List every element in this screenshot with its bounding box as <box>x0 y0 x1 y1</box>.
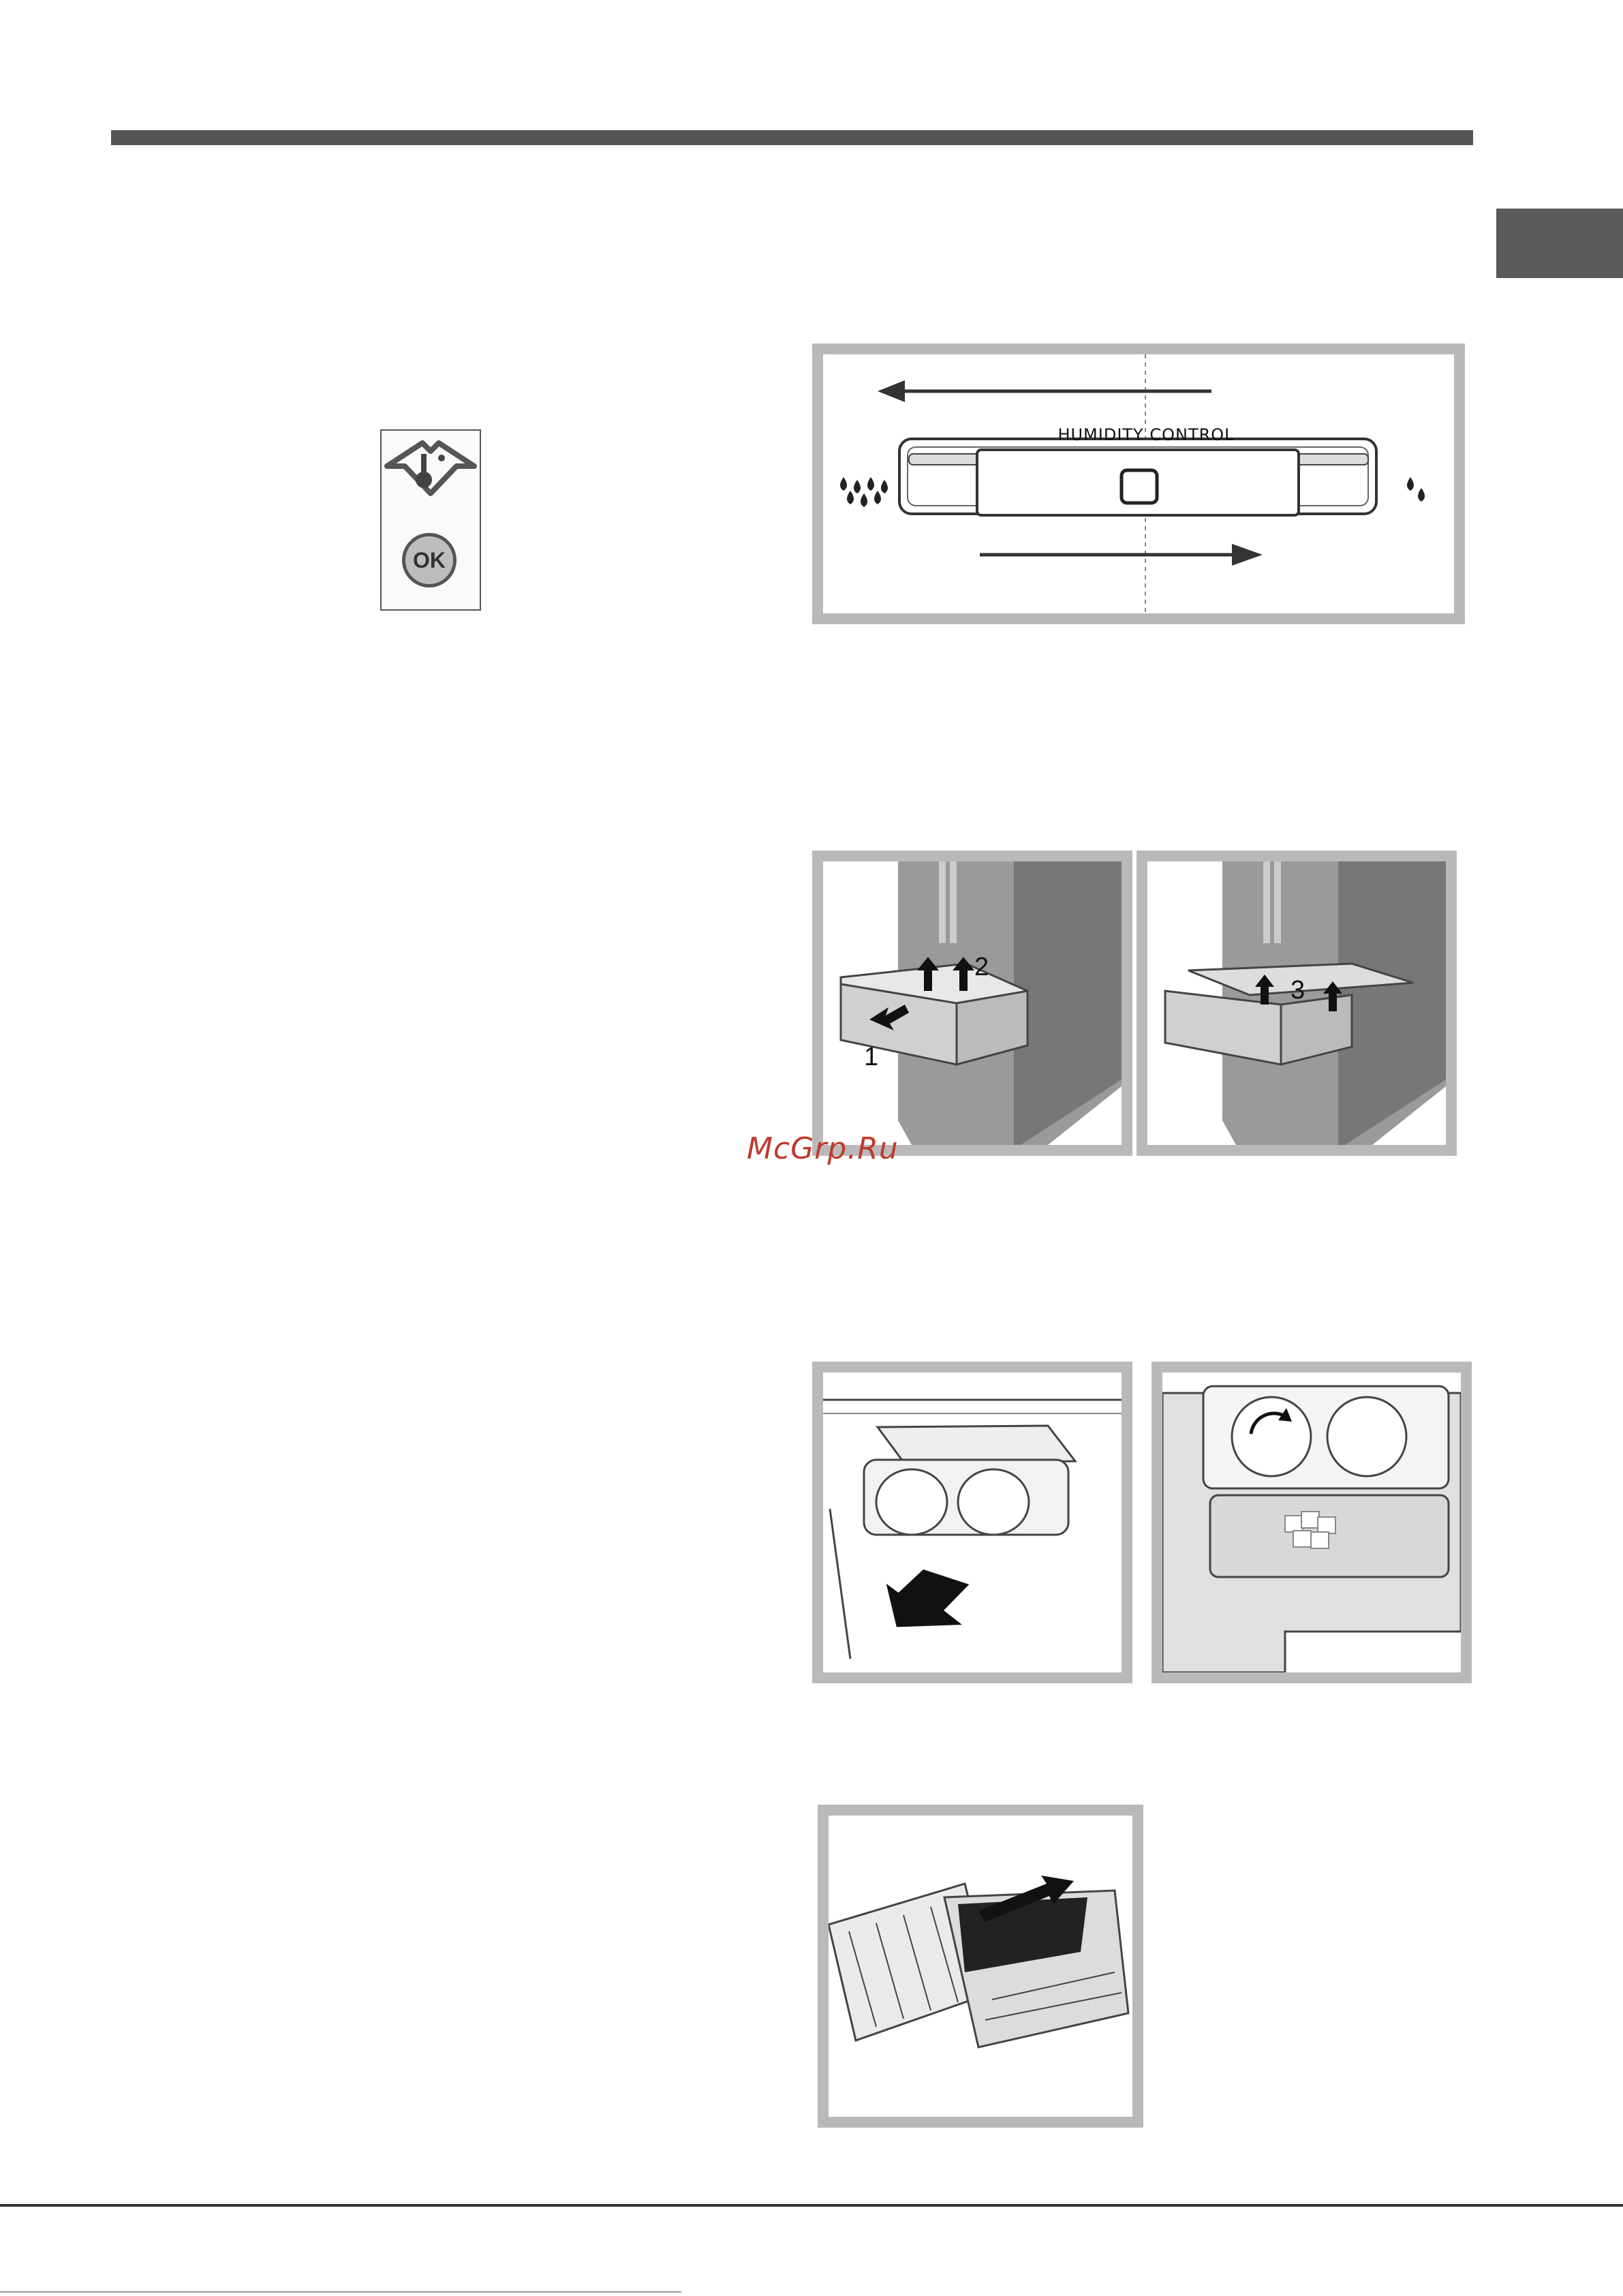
humidity-slider-diagram <box>823 354 1454 613</box>
watermark: McGrp.Ru <box>747 1131 899 1166</box>
crisper-removal-figure-right <box>1137 851 1457 1156</box>
ice-tray-drawer-diagram <box>823 1373 1122 1672</box>
crisper-removal-figure-left <box>812 851 1132 1156</box>
top-rule <box>111 130 1473 145</box>
step-3-label: 3 <box>1290 976 1305 1005</box>
ok-label: OK <box>413 548 446 572</box>
humidity-control-figure <box>812 343 1465 624</box>
ice-tray-removal-figure <box>812 1362 1132 1683</box>
ice-bucket-figure <box>1151 1362 1472 1683</box>
control-panel-symbols <box>380 429 481 611</box>
bottom-rule <box>0 2204 1623 2207</box>
ice-bucket-diagram <box>1162 1373 1461 1672</box>
step-1-label: 1 <box>864 1043 879 1071</box>
ice-tray-twist-diagram <box>829 1816 1132 2117</box>
humidity-control-label: HUMIDITY CONTROL <box>1057 425 1235 444</box>
bottom-faint-rule <box>0 2291 681 2293</box>
ice-tray-twist-figure <box>818 1805 1143 2128</box>
crisper-drawer-diagram-1 <box>823 861 1122 1145</box>
language-tab <box>1496 209 1623 278</box>
step-2-label: 2 <box>974 953 989 981</box>
